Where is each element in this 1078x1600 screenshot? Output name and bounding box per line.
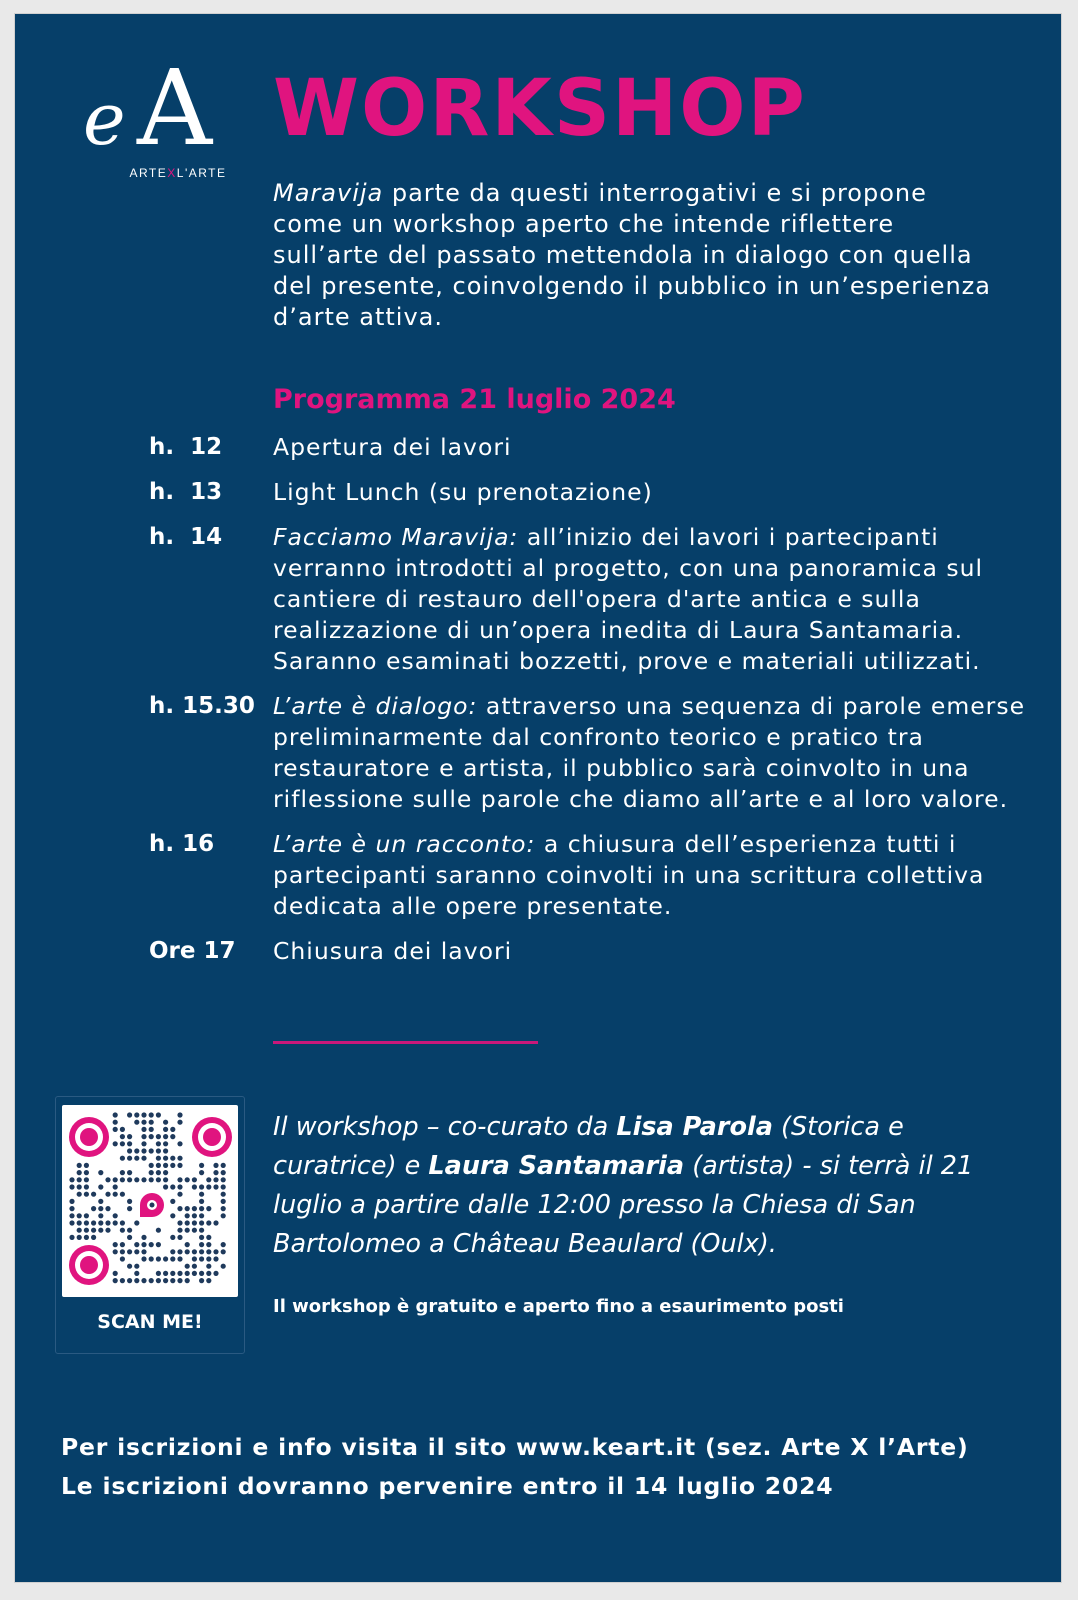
qr-module [127, 1148, 132, 1153]
qr-module [141, 1148, 146, 1153]
qr-module [213, 1271, 218, 1276]
qr-module [105, 1220, 110, 1225]
qr-module [84, 1170, 89, 1175]
poster-title: WORKSHOP [273, 64, 807, 154]
qr-module [177, 1112, 182, 1117]
qr-module [84, 1184, 89, 1189]
qr-module [149, 1112, 154, 1117]
registration-info: Per iscrizioni e info visita il sito www.keart.it (sez. Arte X l’Arte) [61, 1433, 969, 1461]
schedule-time: h. 15.30 [149, 693, 255, 719]
qr-module [149, 1134, 154, 1139]
qr-module [199, 1170, 204, 1175]
qr-module [127, 1141, 132, 1146]
qr-module [120, 1141, 125, 1146]
qr-module [192, 1220, 197, 1225]
qr-module [199, 1235, 204, 1240]
qr-module [105, 1177, 110, 1182]
qr-module [91, 1192, 96, 1197]
qr-module [113, 1127, 118, 1132]
qr-module [163, 1184, 168, 1189]
qr-module [77, 1170, 82, 1175]
qr-module [221, 1264, 226, 1269]
qr-module [113, 1112, 118, 1117]
qr-module [206, 1177, 211, 1182]
qr-module [185, 1220, 190, 1225]
qr-module [221, 1242, 226, 1247]
qr-module [177, 1278, 182, 1283]
qr-module [69, 1177, 74, 1182]
qr-module [77, 1228, 82, 1233]
qr-module [192, 1177, 197, 1182]
qr-module [199, 1249, 204, 1254]
qr-finder-top-left [69, 1117, 109, 1157]
qr-module [98, 1206, 103, 1211]
schedule-desc: Chiusura dei lavori [273, 937, 513, 965]
qr-module [163, 1170, 168, 1175]
intro-paragraph [273, 178, 1003, 333]
qr-module [163, 1163, 168, 1168]
qr-module [84, 1228, 89, 1233]
qr-module [69, 1184, 74, 1189]
qr-module [177, 1141, 182, 1146]
qr-module [113, 1177, 118, 1182]
qr-module [91, 1206, 96, 1211]
qr-module [177, 1235, 182, 1240]
qr-module [163, 1120, 168, 1125]
qr-module [213, 1184, 218, 1189]
qr-module [163, 1271, 168, 1276]
qr-module [120, 1177, 125, 1182]
qr-module [134, 1177, 139, 1182]
qr-center-logo [136, 1189, 168, 1221]
qr-module [221, 1192, 226, 1197]
qr-module [170, 1184, 175, 1189]
qr-module [120, 1134, 125, 1139]
qr-module [69, 1235, 74, 1240]
qr-module [120, 1220, 125, 1225]
qr-module [206, 1249, 211, 1254]
qr-module [185, 1271, 190, 1276]
schedule-item [149, 691, 1029, 815]
qr-module [120, 1242, 125, 1247]
qr-module [141, 1249, 146, 1254]
schedule-item [149, 477, 1029, 508]
qr-module [84, 1213, 89, 1218]
qr-module [98, 1228, 103, 1233]
qr-module [163, 1134, 168, 1139]
qr-module [170, 1156, 175, 1161]
svg-text:A: A [137, 52, 213, 162]
qr-module [170, 1278, 175, 1283]
qr-module [84, 1235, 89, 1240]
qr-module [221, 1199, 226, 1204]
qr-module [77, 1192, 82, 1197]
qr-module [141, 1120, 146, 1125]
qr-module [177, 1192, 182, 1197]
qr-module [213, 1177, 218, 1182]
qr-module [170, 1271, 175, 1276]
schedule-time: Ore 17 [149, 938, 236, 964]
schedule-item [149, 829, 1029, 922]
qr-module [120, 1192, 125, 1197]
qr-module [141, 1235, 146, 1240]
schedule-time: h. 16 [149, 831, 215, 857]
qr-module [127, 1206, 132, 1211]
qr-module [149, 1256, 154, 1261]
qr-module [192, 1184, 197, 1189]
qr-module [113, 1141, 118, 1146]
qr-module [84, 1220, 89, 1225]
footer [61, 1428, 1051, 1506]
qr-module [213, 1249, 218, 1254]
qr-module [98, 1213, 103, 1218]
qr-module [134, 1242, 139, 1247]
qr-module [199, 1184, 204, 1189]
qr-module [77, 1184, 82, 1189]
intro-text: parte da questi interrogativi e si propone come un workshop aperto che intende riflettere sull’arte del passato mettendola in dialogo con quella del presente, coinvolgendo il pubblico in un’esperienza d’arte attiva. [273, 179, 991, 331]
qr-module [134, 1156, 139, 1161]
qr-finder-bottom-left [69, 1245, 109, 1285]
qr-module [206, 1256, 211, 1261]
section-divider [273, 1041, 538, 1044]
artist-name: Laura Santamaria [428, 1151, 685, 1181]
qr-module [134, 1278, 139, 1283]
qr-module [141, 1156, 146, 1161]
workshop-info: Il workshop – co-curato da Lisa Parola (Storica e curatrice) e Laura Santamaria (artista) - si terrà il 21 luglio a partire dalle 12:00 presso la Chiesa di San Bartolomeo a Château Beaulard (Oulx). [273, 1112, 974, 1259]
qr-module [156, 1141, 161, 1146]
schedule-list [149, 432, 1029, 981]
intro-italic: Maravija [273, 179, 384, 207]
qr-module [185, 1264, 190, 1269]
curator-name: Lisa Parola [616, 1112, 773, 1142]
qr-module [199, 1271, 204, 1276]
qr-module [141, 1134, 146, 1139]
qr-module [177, 1220, 182, 1225]
logo-caption: ARTEXL'ARTE [129, 166, 227, 180]
qr-module [141, 1141, 146, 1146]
qr-module [156, 1177, 161, 1182]
schedule-time: h. 14 [149, 524, 223, 550]
qr-module [98, 1220, 103, 1225]
qr-module [163, 1256, 168, 1261]
qr-module [105, 1192, 110, 1197]
qr-module [127, 1170, 132, 1175]
qr-module [170, 1163, 175, 1168]
schedule-desc: L’arte è dialogo: attraverso una sequenza di parole emerse preliminarmente dal confronto teorico e pratico tra restauratore e artista, il pubblico sarà coinvolto in una riflessione sulle parole che diamo all’arte e al loro valore. [273, 692, 1026, 813]
qr-finder-top-right [192, 1117, 232, 1157]
qr-module [84, 1177, 89, 1182]
qr-module [156, 1271, 161, 1276]
qr-module [113, 1249, 118, 1254]
qr-module [192, 1213, 197, 1218]
qr-module [141, 1256, 146, 1261]
qr-module [69, 1213, 74, 1218]
qr-module [221, 1184, 226, 1189]
qr-module [113, 1184, 118, 1189]
schedule-item [149, 936, 1029, 967]
qr-module [120, 1127, 125, 1132]
qr-module [192, 1264, 197, 1269]
qr-module [185, 1177, 190, 1182]
qr-module [149, 1278, 154, 1283]
qr-module [199, 1206, 204, 1211]
qr-module [206, 1278, 211, 1283]
qr-module [170, 1127, 175, 1132]
qr-module [221, 1163, 226, 1168]
qr-module [156, 1278, 161, 1283]
qr-module [156, 1156, 161, 1161]
program-title: Programma 21 luglio 2024 [273, 384, 676, 415]
qr-module [170, 1249, 175, 1254]
qr-module [134, 1148, 139, 1153]
schedule-time: h. 13 [149, 479, 223, 505]
schedule-desc: Light Lunch (su prenotazione) [273, 478, 653, 506]
qr-module [69, 1206, 74, 1211]
qr-module [163, 1141, 168, 1146]
qr-module [163, 1156, 168, 1161]
qr-module [170, 1134, 175, 1139]
qr-module [120, 1170, 125, 1175]
qr-module [206, 1264, 211, 1269]
qr-module [213, 1256, 218, 1261]
qr-module [134, 1271, 139, 1276]
qr-module [177, 1120, 182, 1125]
qr-module [206, 1235, 211, 1240]
qr-module [156, 1228, 161, 1233]
qr-module [163, 1127, 168, 1132]
qr-module [77, 1220, 82, 1225]
schedule-item [149, 432, 1029, 463]
qr-module [213, 1170, 218, 1175]
qr-module [221, 1177, 226, 1182]
logo-mark-icon [77, 52, 247, 162]
qr-module [206, 1184, 211, 1189]
qr-module [113, 1242, 118, 1247]
qr-module [113, 1213, 118, 1218]
qr-module [149, 1127, 154, 1132]
schedule-desc: L’arte è un racconto: a chiusura dell’esperienza tutti i partecipanti saranno coinvolti in una scrittura collettiva dedicata alle opere presentate. [273, 830, 985, 920]
scan-me-label: SCAN ME! [97, 1311, 203, 1333]
qr-module [69, 1220, 74, 1225]
qr-module [221, 1170, 226, 1175]
qr-module [177, 1163, 182, 1168]
qr-module [120, 1256, 125, 1261]
free-admission-note: Il workshop è gratuito e aperto fino a esaurimento posti [273, 1296, 844, 1317]
qr-module [127, 1134, 132, 1139]
qr-module [84, 1163, 89, 1168]
qr-module [98, 1199, 103, 1204]
qr-module [91, 1235, 96, 1240]
qr-module [134, 1120, 139, 1125]
qr-module [156, 1170, 161, 1175]
qr-module [177, 1206, 182, 1211]
qr-module [221, 1249, 226, 1254]
qr-module [199, 1228, 204, 1233]
qr-module [105, 1228, 110, 1233]
artexlarte-logo [77, 52, 247, 192]
qr-module [134, 1112, 139, 1117]
qr-module [98, 1170, 103, 1175]
qr-module [199, 1192, 204, 1197]
qr-module [113, 1278, 118, 1283]
poster [14, 13, 1062, 1583]
qr-module [156, 1112, 161, 1117]
qr-module [149, 1177, 154, 1182]
qr-module [185, 1206, 190, 1211]
qr-module [177, 1184, 182, 1189]
schedule-time: h. 12 [149, 434, 223, 460]
qr-module [77, 1177, 82, 1182]
qr-module [156, 1148, 161, 1153]
qr-module [192, 1256, 197, 1261]
qr-module [113, 1220, 118, 1225]
qr-module [163, 1278, 168, 1283]
qr-module [77, 1213, 82, 1218]
qr-module [91, 1220, 96, 1225]
qr-module [177, 1156, 182, 1161]
qr-module [192, 1271, 197, 1276]
qr-module [127, 1228, 132, 1233]
registration-deadline: Le iscrizioni dovranno pervenire entro il 14 luglio 2024 [61, 1472, 834, 1500]
qr-module [134, 1220, 139, 1225]
qr-module [134, 1249, 139, 1254]
qr-module [185, 1213, 190, 1218]
qr-module [185, 1249, 190, 1254]
qr-module [141, 1127, 146, 1132]
qr-module [192, 1206, 197, 1211]
qr-module [69, 1199, 74, 1204]
qr-module [177, 1256, 182, 1261]
qr-module [199, 1213, 204, 1218]
qr-module [127, 1199, 132, 1204]
qr-module [149, 1170, 154, 1175]
qr-module [120, 1249, 125, 1254]
qr-module [170, 1235, 175, 1240]
qr-module [141, 1177, 146, 1182]
qr-module [199, 1242, 204, 1247]
qr-module [149, 1120, 154, 1125]
qr-module [199, 1163, 204, 1168]
qr-module [221, 1206, 226, 1211]
qr-module [127, 1177, 132, 1182]
qr-module [192, 1249, 197, 1254]
qr-module [221, 1213, 226, 1218]
qr-module [141, 1242, 146, 1247]
qr-module [170, 1199, 175, 1204]
qr-module [170, 1213, 175, 1218]
qr-module [163, 1177, 168, 1182]
qr-module [127, 1249, 132, 1254]
qr-module [192, 1228, 197, 1233]
qr-module [113, 1271, 118, 1276]
qr-module [156, 1242, 161, 1247]
qr-module [163, 1148, 168, 1153]
qr-module [84, 1192, 89, 1197]
qr-module [177, 1249, 182, 1254]
qr-module [127, 1278, 132, 1283]
schedule-desc: Facciamo Maravija: all’inizio dei lavori i partecipanti verranno introdotti al progetto, con una panoramica sul cantiere di restauro dell'opera d'arte antica e sulla realizzazione di un’opera inedita di Laura Santamaria. Saranno esaminati bozzetti, prove e materiali utilizzati. [273, 523, 984, 675]
qr-module [127, 1264, 132, 1269]
qr-module [149, 1242, 154, 1247]
qr-module [206, 1271, 211, 1276]
qr-module [156, 1134, 161, 1139]
qr-module [120, 1156, 125, 1161]
qr-module [185, 1228, 190, 1233]
qr-module [141, 1278, 146, 1283]
qr-module [127, 1235, 132, 1240]
qr-module [141, 1112, 146, 1117]
qr-module [199, 1256, 204, 1261]
qr-module [199, 1199, 204, 1204]
qr-module [156, 1256, 161, 1261]
qr-module [127, 1112, 132, 1117]
qr-module [149, 1163, 154, 1168]
qr-module [127, 1156, 132, 1161]
qr-module [213, 1163, 218, 1168]
qr-module [77, 1235, 82, 1240]
qr-code-icon[interactable] [62, 1105, 238, 1297]
qr-module [170, 1256, 175, 1261]
qr-module [177, 1271, 182, 1276]
qr-module [149, 1148, 154, 1153]
qr-module [206, 1242, 211, 1247]
qr-module [105, 1206, 110, 1211]
qr-card[interactable] [55, 1096, 245, 1354]
qr-module [120, 1278, 125, 1283]
qr-module [134, 1264, 139, 1269]
qr-module [177, 1228, 182, 1233]
schedule-desc: Apertura dei lavori [273, 433, 512, 461]
qr-module [185, 1278, 190, 1283]
qr-module [113, 1120, 118, 1125]
qr-module [113, 1192, 118, 1197]
qr-module [185, 1242, 190, 1247]
qr-module [77, 1163, 82, 1168]
qr-module [213, 1220, 218, 1225]
qr-module [177, 1177, 182, 1182]
qr-module [206, 1206, 211, 1211]
svg-text:e: e [83, 77, 126, 161]
qr-module [156, 1163, 161, 1168]
qr-module [91, 1228, 96, 1233]
schedule-item [149, 522, 1029, 677]
qr-module [206, 1220, 211, 1225]
qr-module [199, 1278, 204, 1283]
qr-module [98, 1184, 103, 1189]
qr-module [120, 1228, 125, 1233]
qr-module [199, 1220, 204, 1225]
